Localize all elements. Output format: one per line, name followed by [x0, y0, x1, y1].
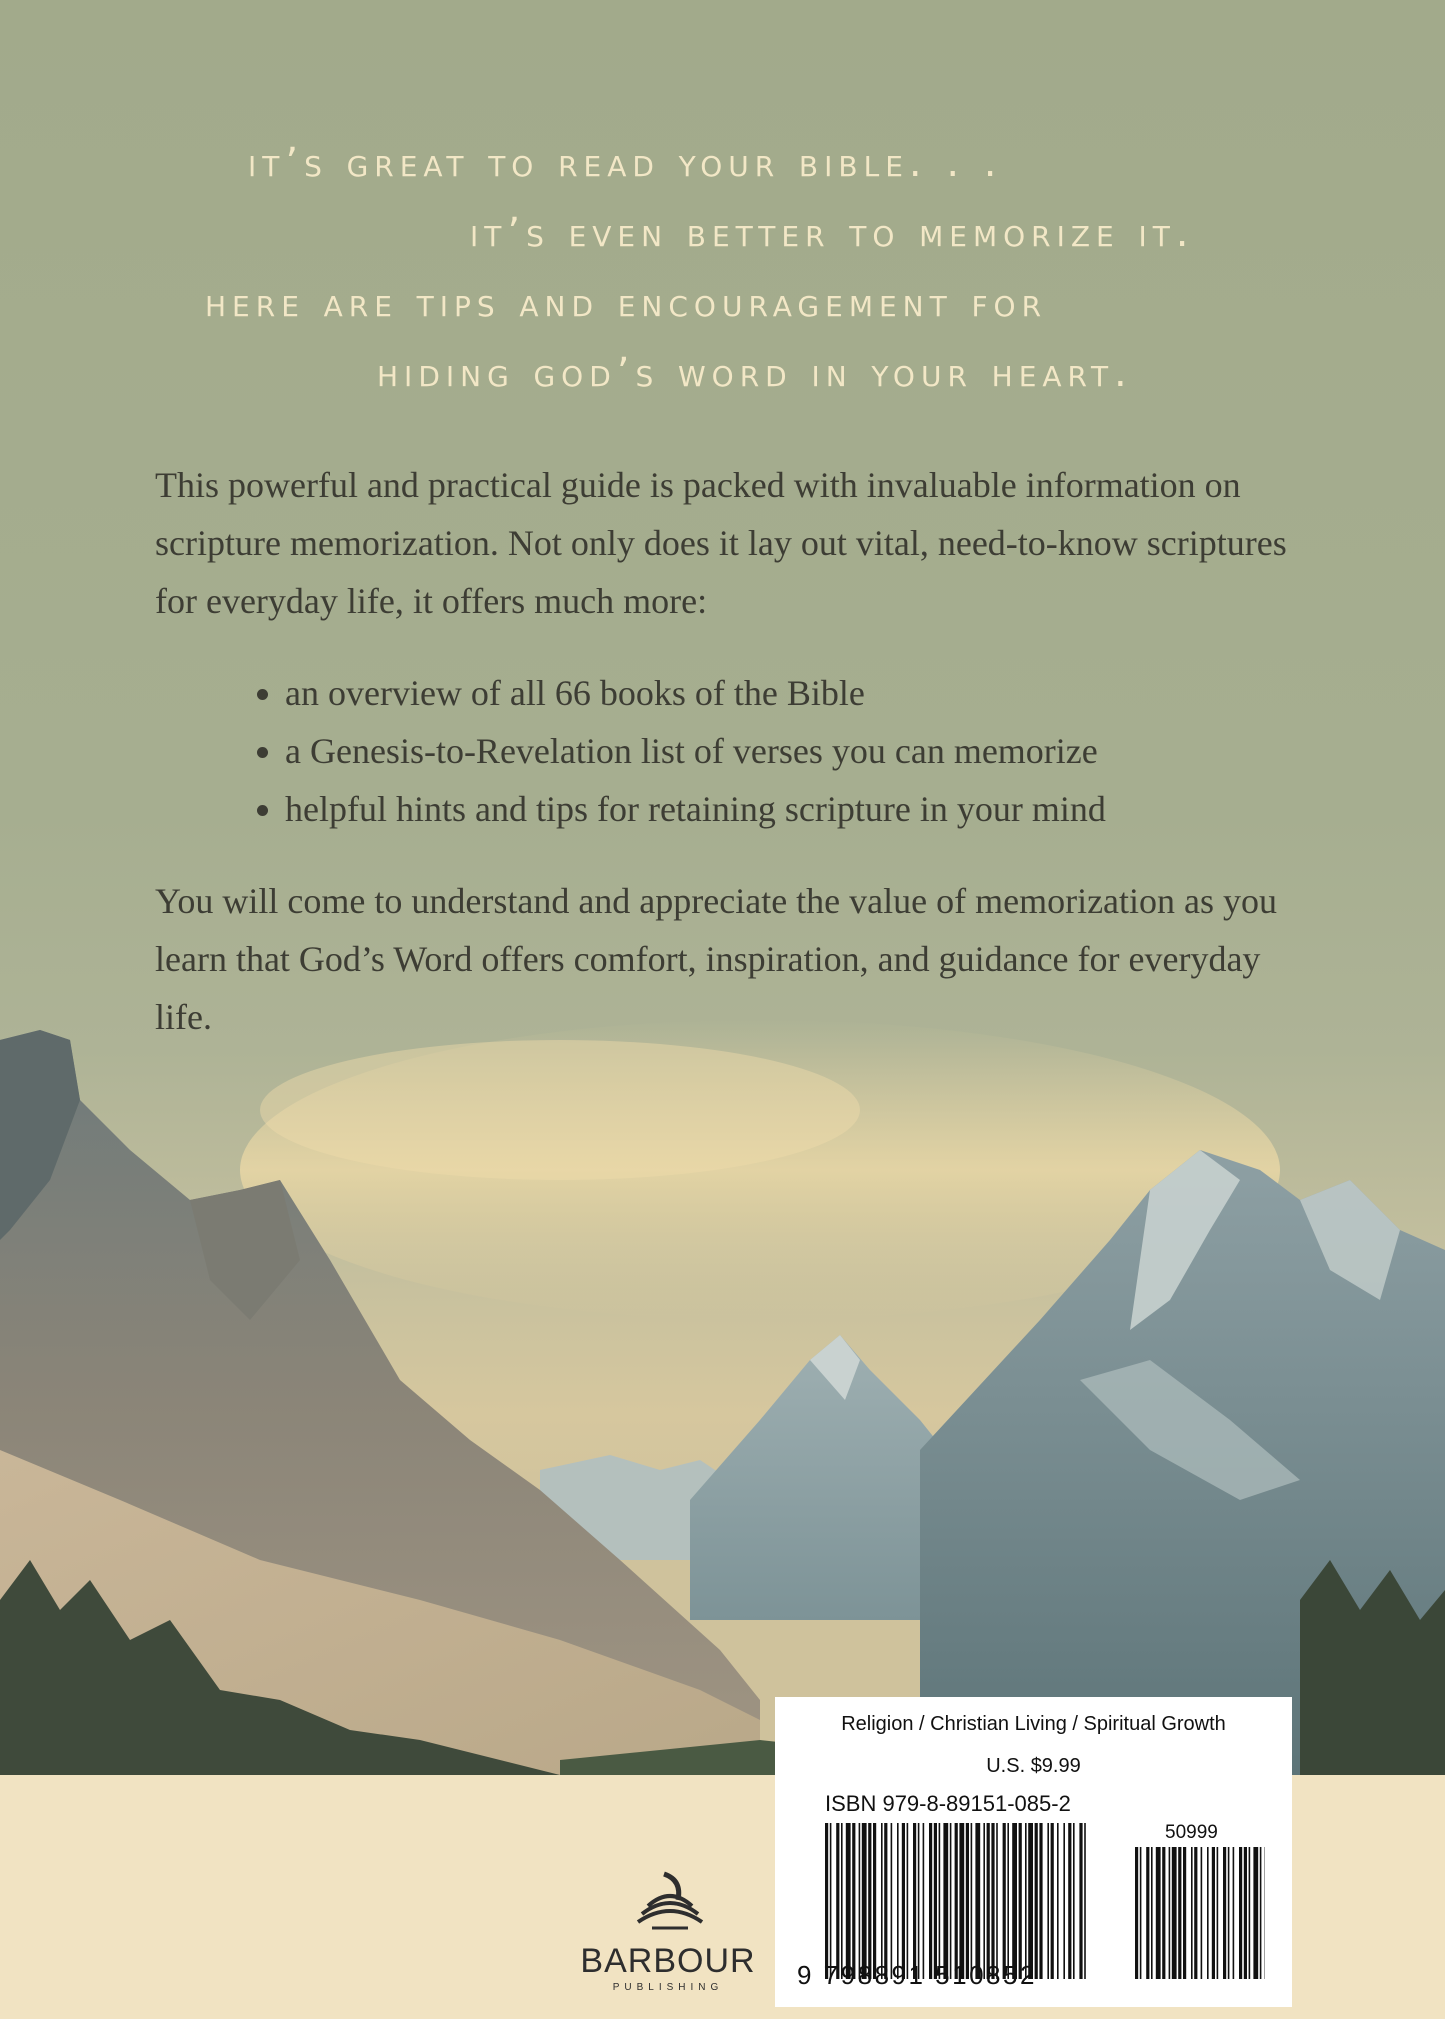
publisher-subtitle: PUBLISHING — [612, 1982, 724, 1993]
tagline-line-4: hiding god’s word in your heart. — [377, 350, 1133, 396]
price: U.S. $9.99 — [986, 1755, 1081, 1777]
open-book-arc-icon — [630, 1870, 710, 1932]
feature-item: • an overview of all 66 books of the Bible — [285, 664, 1295, 722]
tagline-line-3: here are tips and encouragement for — [205, 280, 1048, 326]
feature-item: • helpful hints and tips for retaining scripture in your mind — [285, 780, 1295, 838]
tagline-line-1: it’s great to read your bible. . . — [248, 140, 1003, 186]
feature-item: • a Genesis-to-Revelation list of verses you can memorize — [285, 722, 1295, 780]
publisher-logo — [578, 1870, 758, 2000]
bisac-category: Religion / Christian Living / Spiritual Growth — [841, 1713, 1226, 1735]
tagline — [0, 140, 1445, 410]
feature-list — [155, 664, 1295, 838]
barcode-label — [775, 1697, 1292, 2007]
isbn: ISBN 979-8-89151-085-2 — [825, 1791, 1071, 1816]
barcode-digits: 9 798891 510852 — [797, 1960, 1037, 1990]
description-intro: This powerful and practical guide is packed with invaluable information on scripture memorization. Not only does it lay out vital, need-to-know scriptures for everyday life, it offers much more: — [155, 465, 1287, 621]
description-closing: You will come to understand and appreciate the value of memorization as you learn that God’s Word offers comfort, inspiration, and guidance for everyday life. — [155, 881, 1278, 1037]
tagline-line-2: it’s even better to memorize it. — [470, 210, 1195, 256]
publisher-name: BARBOUR — [580, 1942, 756, 1980]
book-description — [155, 456, 1295, 1046]
price-addon-code: 50999 — [1165, 1822, 1218, 1843]
